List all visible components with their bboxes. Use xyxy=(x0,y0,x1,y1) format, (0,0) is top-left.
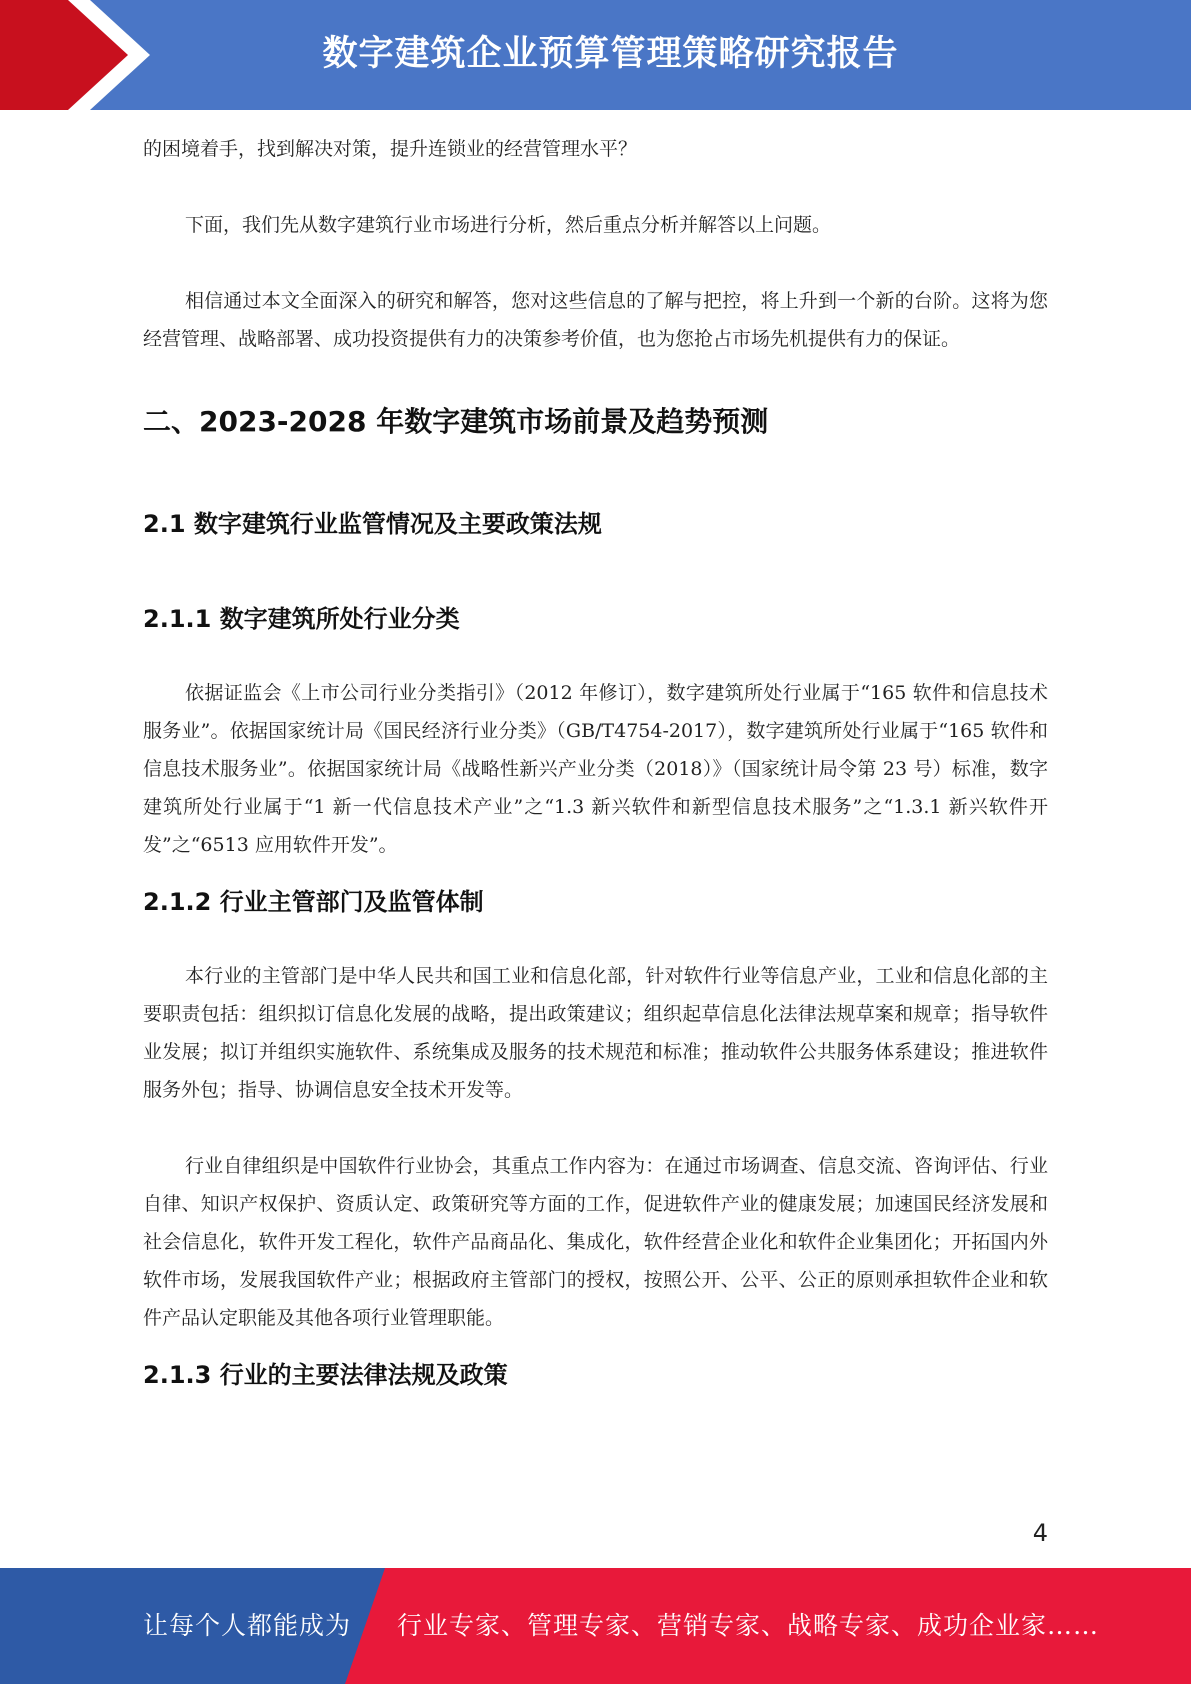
footer-slogan-left: 让每个人都能成为 xyxy=(143,1611,352,1640)
subsection-heading-2-1-3: 2.1.3 行业的主要法律法规及政策 xyxy=(143,1361,508,1389)
paragraph-value-statement: 相信通过本文全面深入的研究和解答，您对这些信息的了解与把控，将上升到一个新的台阶。这将为您经营管理、战略部署、成功投资提供有力的决策参考价值，也为您抢占市场先机提供有力的保证。 xyxy=(143,290,1048,350)
section-heading-2: 二、2023-2028 年数字建筑市场前景及趋势预测 xyxy=(143,405,769,438)
paragraph-regulatory-authority: 本行业的主管部门是中华人民共和国工业和信息化部，针对软件行业等信息产业，工业和信息化部的主要职责包括：组织拟订信息化发展的战略，提出政策建议；组织起草信息化法律法规草案和规章；指导软件业发展；拟订并组织实施软件、系统集成及服务的技术规范和标准；推动软件公共服务体系建设；推进软件服务外包；指导、协调信息安全技术开发等。 xyxy=(143,965,1048,1101)
page-header xyxy=(0,0,1191,110)
subsection-heading-2-1: 2.1 数字建筑行业监管情况及主要政策法规 xyxy=(143,510,602,538)
page-number: 4 xyxy=(1032,1519,1048,1547)
subsection-heading-2-1-2: 2.1.2 行业主管部门及监管体制 xyxy=(143,888,484,916)
paragraph-analysis-intro: 下面，我们先从数字建筑行业市场进行分析，然后重点分析并解答以上问题。 xyxy=(185,214,832,236)
page-footer xyxy=(0,1568,1191,1684)
subsection-heading-2-1-1: 2.1.1 数字建筑所处行业分类 xyxy=(143,605,460,633)
document-body xyxy=(143,130,1048,1390)
header-arrow-decoration xyxy=(0,0,150,110)
footer-slogan-right: 行业专家、管理专家、营销专家、战略专家、成功企业家…… xyxy=(397,1611,1100,1640)
paragraph-industry-association: 行业自律组织是中国软件行业协会，其重点工作内容为：在通过市场调查、信息交流、咨询评估、行业自律、知识产权保护、资质认定、政策研究等方面的工作，促进软件产业的健康发展；加速国民经济发展和社会信息化，软件开发工程化，软件产品商品化、集成化，软件经营企业化和软件企业集团化；开拓国内外软件市场，发展我国软件产业；根据政府主管部门的授权，按照公开、公平、公正的原则承担软件企业和软件产品认定职能及其他各项行业管理职能。 xyxy=(143,1155,1048,1329)
paragraph-intro-continuation: 的困境着手，找到解决对策，提升连锁业的经营管理水平？ xyxy=(143,138,638,160)
header-title: 数字建筑企业预算管理策略研究报告 xyxy=(322,34,899,74)
paragraph-industry-classification: 依据证监会《上市公司行业分类指引》（2012 年修订），数字建筑所处行业属于“165 软件和信息技术服务业”。依据国家统计局《国民经济行业分类》（GB/T4754-2017），数字建筑所处行业属于“165 软件和信息技术服务业”。依据国家统计局《战略性新兴产业分类（2018）》（国家统计局令第 23 号）标准，数字建筑所处行业属于“1 新一代信息技术产业”之“1.3 新兴软件和新型信息技术服务”之“1.3.1 新兴软件开发”之“6513 应用软件开发”。 xyxy=(143,682,1048,856)
